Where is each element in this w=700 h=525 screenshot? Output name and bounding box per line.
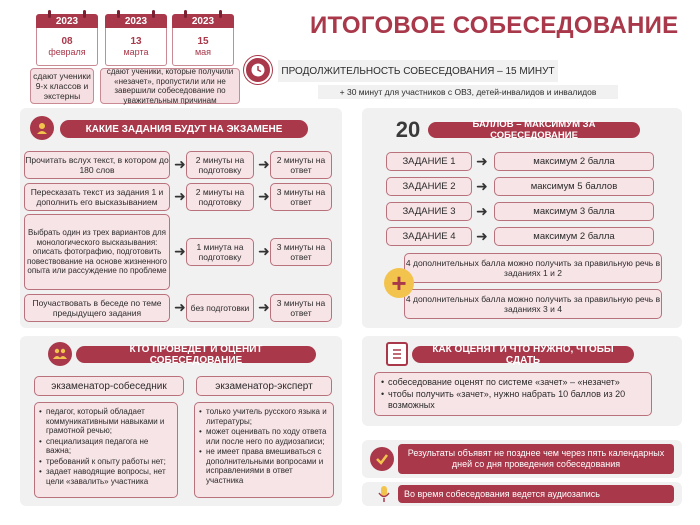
arrow-icon: ➜ (476, 203, 488, 219)
calendar-day: 13 (130, 36, 142, 47)
examiner-interlocutor-title: экзаменатор-собеседник (34, 376, 184, 396)
list-item: • может оценивать по ходу ответа или после него по аудиозаписи; (199, 427, 329, 446)
task-4-prep: без подготовки (186, 294, 254, 322)
arrow-icon: ➜ (476, 178, 488, 194)
task-4-desc: Поучаствовать в беседе по теме предыдущего задания (24, 294, 170, 322)
checklist-icon (386, 342, 408, 366)
arrow-icon: ➜ (258, 156, 270, 172)
score-max-4: максимум 2 балла (494, 227, 654, 246)
duration-extra: + 30 минут для участников с ОВЗ, детей-инвалидов и инвалидов (318, 85, 618, 99)
list-item: • требований к опыту работы нет; (39, 457, 173, 467)
results-note: Результаты объявят не позднее чем через пять календарных дней со дня проведения собеседования (398, 444, 674, 474)
arrow-icon: ➜ (258, 243, 270, 259)
score-max-3: максимум 3 балла (494, 202, 654, 221)
task-2-prep: 2 минуты на подготовку (186, 183, 254, 211)
calendar-month: февраля (48, 47, 86, 57)
list-item: • педагог, который обладает коммуникативными навыками и грамотной речью; (39, 407, 173, 436)
people-icon (48, 342, 72, 366)
check-icon (370, 447, 394, 471)
task-3-prep: 1 минута на подготовку (186, 238, 254, 266)
arrow-icon: ➜ (174, 188, 186, 204)
score-header: БАЛЛОВ – МАКСИМУМ ЗА СОБЕСЕДОВАНИЕ (428, 122, 640, 138)
task-1-prep: 2 минуты на подготовку (186, 151, 254, 179)
arrow-icon: ➜ (174, 299, 186, 315)
score-max-1: максимум 2 балла (494, 152, 654, 171)
task-2-desc: Пересказать текст из задания 1 и дополнить его высказыванием (24, 183, 170, 211)
score-max-number: 20 (395, 117, 421, 142)
plus-icon: + (384, 268, 414, 298)
examiner-expert-title: экзаменатор-эксперт (196, 376, 332, 396)
arrow-icon: ➜ (174, 156, 186, 172)
duration-text: ПРОДОЛЖИТЕЛЬНОСТЬ СОБЕСЕДОВАНИЯ – 15 МИНУТ (278, 60, 558, 82)
examiner-interlocutor-box (34, 402, 178, 498)
clock-icon (244, 56, 272, 84)
list-item: • чтобы получить «зачет», нужно набрать 10 баллов из 20 возможных (381, 389, 645, 411)
examiner-expert-box (194, 402, 334, 498)
calendar-note-feb: сдают ученики 9-х классов и экстерны (30, 68, 94, 104)
calendar-month: мая (194, 47, 212, 57)
task-4-answer: 3 минуты на ответ (270, 294, 332, 322)
list-item: • собеседование оценят по системе «зачет» – «незачет» (381, 377, 645, 388)
score-task-2: ЗАДАНИЕ 2 (386, 177, 472, 196)
microphone-icon (374, 482, 394, 506)
arrow-icon: ➜ (258, 299, 270, 315)
task-3-answer: 3 минуты на ответ (270, 238, 332, 266)
arrow-icon: ➜ (174, 243, 186, 259)
score-max-2: максимум 5 баллов (494, 177, 654, 196)
grading-header: КАК ОЦЕНЯТ И ЧТО НУЖНО, ЧТОБЫ СДАТЬ (412, 346, 634, 363)
list-item: • задает наводящие вопросы, нет цели «завалить» участника (39, 467, 173, 486)
audio-note: Во время собеседования ведется аудиозапись (398, 485, 674, 503)
examiners-header: КТО ПРОВЕДЕТ И ОЦЕНИТ СОБЕСЕДОВАНИЕ (76, 346, 316, 363)
list-item: • специализация педагога не важна; (39, 437, 173, 456)
bonus-2: 4 дополнительных балла можно получить за правильную речь в заданиях 3 и 4 (404, 289, 662, 319)
score-task-3: ЗАДАНИЕ 3 (386, 202, 472, 221)
list-item: • не имеет права вмешиваться с дополнительными вопросами и исправлениями в ответ участника (199, 447, 329, 485)
grading-box (374, 372, 652, 416)
task-1-desc: Прочитать вслух текст, в котором до 180 слов (24, 151, 170, 179)
calendar-day: 08 (61, 36, 73, 47)
task-1-answer: 2 минуты на ответ (270, 151, 332, 179)
calendar-may (172, 14, 234, 66)
score-task-1: ЗАДАНИЕ 1 (386, 152, 472, 171)
calendar-mar (105, 14, 167, 66)
task-3-desc: Выбрать один из трех вариантов для монологического высказывания: описать фотографию, подготовить повествование на основе жизненного опыта или рассуждение по проблеме (24, 214, 170, 290)
arrow-icon: ➜ (476, 228, 488, 244)
arrow-icon: ➜ (258, 188, 270, 204)
list-item: • только учитель русского языка и литературы; (199, 407, 329, 426)
calendar-month: марта (123, 47, 149, 57)
calendar-year: 2023 (191, 15, 215, 27)
calendar-feb (36, 14, 98, 66)
calendar-year: 2023 (55, 15, 79, 27)
calendar-day: 15 (197, 36, 209, 47)
student-icon (30, 116, 54, 140)
bonus-1: 4 дополнительных балла можно получить за правильную речь в заданиях 1 и 2 (404, 253, 662, 283)
arrow-icon: ➜ (476, 153, 488, 169)
calendar-note-mar: сдают ученики, которые получили «незачет», пропустили или не завершили собеседование по уважительным причинам (100, 68, 240, 104)
task-2-answer: 3 минуты на ответ (270, 183, 332, 211)
score-task-4: ЗАДАНИЕ 4 (386, 227, 472, 246)
page-title: ИТОГОВОЕ СОБЕСЕДОВАНИЕ (310, 12, 679, 39)
tasks-header: КАКИЕ ЗАДАНИЯ БУДУТ НА ЭКЗАМЕНЕ (60, 120, 308, 138)
calendar-year: 2023 (124, 15, 148, 27)
